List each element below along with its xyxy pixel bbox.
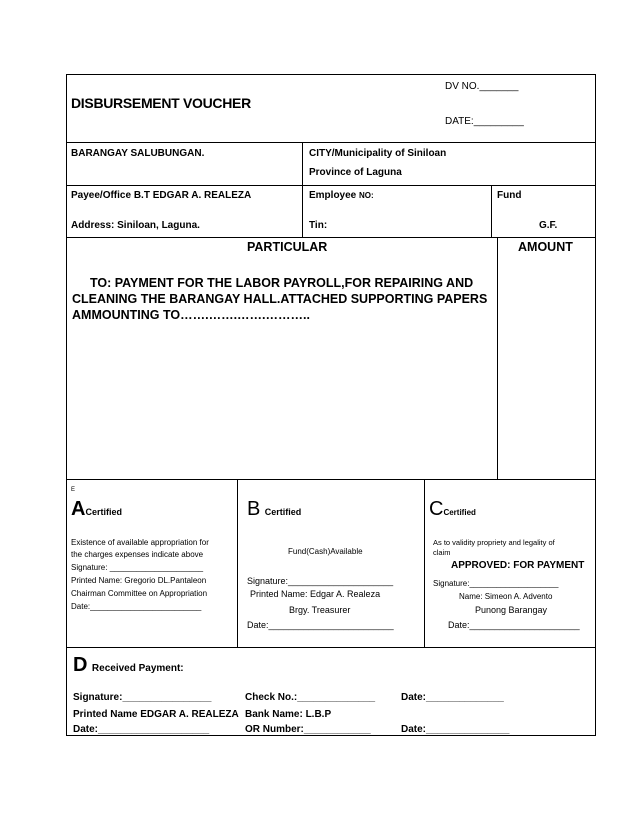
province: Province of Laguna xyxy=(309,167,402,178)
divider xyxy=(67,237,595,238)
fund-label: Fund xyxy=(497,190,522,201)
cert-a-position: Chairman Committee on Appropriation xyxy=(71,589,208,598)
check-date: Date:______________ xyxy=(401,692,504,703)
divider xyxy=(237,479,238,647)
cert-c-signature: Signature:____________________ xyxy=(433,579,559,588)
cert-a-text-line2: the charges expenses indicate above xyxy=(71,550,204,559)
or-number: OR Number:____________ xyxy=(245,724,371,735)
divider xyxy=(67,185,595,186)
city-municipality: CITY/Municipality of Siniloan xyxy=(309,148,447,159)
cert-c-heading xyxy=(429,499,476,519)
cert-c-name: Name: Simeon A. Advento xyxy=(459,592,553,601)
cert-b-heading xyxy=(247,499,301,519)
received-date: Date:____________________ xyxy=(73,724,210,735)
check-number: Check No.:______________ xyxy=(245,692,376,703)
divider xyxy=(424,479,425,647)
cert-b-fund-available: Fund(Cash)Available xyxy=(288,547,363,556)
form-title: DISBURSEMENT VOUCHER xyxy=(71,95,251,111)
divider xyxy=(67,142,595,143)
cert-b-position: Brgy. Treasurer xyxy=(289,605,351,615)
fund-value: G.F. xyxy=(539,220,558,231)
cert-c-date: Date:______________________ xyxy=(448,620,580,630)
barangay-name: BARANGAY SALUBUNGAN. xyxy=(71,148,205,159)
cert-a-date: Date:_________________________ xyxy=(71,602,202,611)
divider xyxy=(67,647,595,648)
cert-a-signature: Signature: _____________________ xyxy=(71,563,204,572)
employee-no-field xyxy=(309,191,374,201)
received-signature: Signature:________________ xyxy=(73,692,212,703)
divider xyxy=(491,185,492,237)
bank-name: Bank Name: L.B.P xyxy=(245,709,332,720)
cert-a-heading xyxy=(71,499,122,519)
received-letter: D xyxy=(73,654,88,676)
divider xyxy=(67,479,595,480)
employee-no-label: Employee xyxy=(309,190,357,201)
cert-c-approved: APPROVED: FOR PAYMENT xyxy=(451,560,585,571)
cert-a-label: Certified xyxy=(85,507,122,517)
cert-c-text-line1: As to validity propriety and legality of xyxy=(433,538,555,547)
cert-b-label: Certified xyxy=(264,507,302,517)
disbursement-voucher-form xyxy=(66,74,596,736)
tin-field: Tin: xyxy=(309,220,328,231)
date-field: DATE:_________ xyxy=(445,116,524,127)
cert-a-letter: A xyxy=(71,498,86,520)
or-date: Date:_______________ xyxy=(401,724,510,735)
cert-c-letter: C xyxy=(429,498,444,520)
cert-a-text-line1: Existence of available appropriation for xyxy=(71,538,209,547)
cert-b-signature: Signature:_____________________ xyxy=(247,576,394,586)
cert-c-label: Certified xyxy=(443,508,476,517)
cert-a-printed-name: Printed Name: Gregorio DL.Pantaleon xyxy=(71,576,207,585)
divider xyxy=(497,237,498,479)
received-label: Received Payment: xyxy=(91,663,184,674)
received-heading xyxy=(73,655,184,675)
divider xyxy=(302,142,303,237)
cert-c-position: Punong Barangay xyxy=(475,605,548,615)
cert-b-date: Date:_________________________ xyxy=(247,620,394,630)
payee-address: Address: Siniloan, Laguna. xyxy=(71,220,200,231)
employee-no-suffix: NO: xyxy=(359,191,374,200)
cert-c-text-line2: claim xyxy=(433,548,451,557)
payee-office: Payee/Office B.T EDGAR A. REALEZA xyxy=(71,190,252,201)
amount-header: AMOUNT xyxy=(518,240,573,254)
cert-b-letter: B xyxy=(247,498,261,520)
section-marker: E xyxy=(71,487,76,493)
particular-header: PARTICULAR xyxy=(247,240,328,254)
dv-number-field: DV NO._______ xyxy=(445,81,519,92)
particular-description: TO: PAYMENT FOR THE LABOR PAYROLL,FOR REPAIRING AND CLEANING THE BARANGAY HALL.ATTACHED SUPPORTING PAPERS AMMOUNTING TO…….…….…….……….. xyxy=(72,276,488,322)
cert-b-printed-name: Printed Name: Edgar A. Realeza xyxy=(250,589,381,599)
received-printed-name: Printed Name EDGAR A. REALEZA xyxy=(73,709,239,720)
